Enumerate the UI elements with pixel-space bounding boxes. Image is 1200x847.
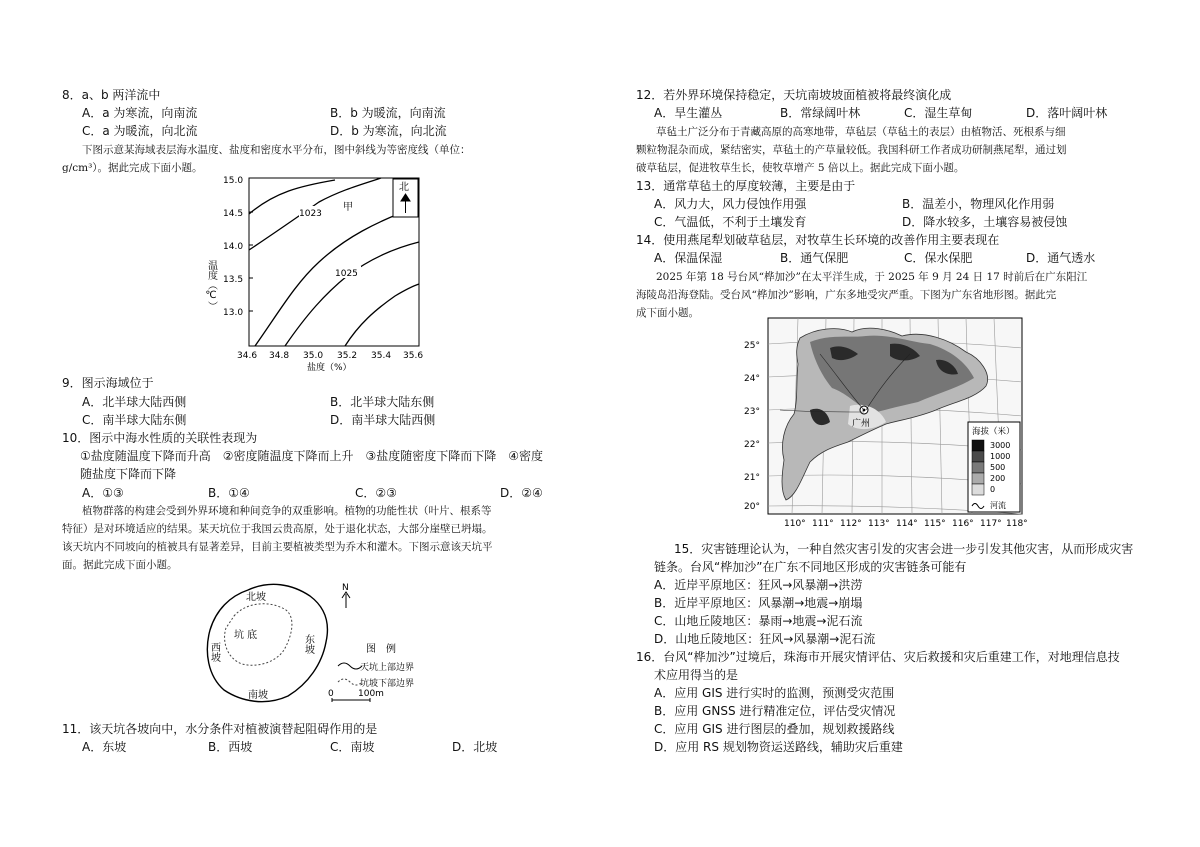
q10-line1: ①盐度随温度下降而升高 ②密度随温度下降而上升 ③盐度随密度下降而下降 ④密度 xyxy=(80,449,544,463)
x-tick: 35.6 xyxy=(403,351,424,361)
q16-line2: 术应用得当的是 xyxy=(654,668,739,682)
lat-label: 22° xyxy=(744,440,760,450)
x-tick: 35.2 xyxy=(337,351,358,361)
lon-label: 118° xyxy=(1006,519,1028,529)
q13-option-a: A．风力大，风力侵蚀作用强 xyxy=(654,197,807,211)
intro-q15-line2: 海陵岛沿海登陆。受台风“桦加沙”影响，广东多地受灾严重。下图为广东省地形图。据此完 xyxy=(636,289,1057,301)
q12-option-a: A．旱生灌丛 xyxy=(654,106,723,120)
label-1025: 1025 xyxy=(335,269,358,279)
legend-bottom: 坑坡下部边界 xyxy=(360,679,415,689)
chart-xlabel: 盐度（%） xyxy=(307,363,352,372)
legend-upper: 天坑上部边界 xyxy=(360,663,415,673)
intro-q13-line1: 草毡土广泛分布于青藏高原的高寒地带，草毡层（草毡土的表层）由植物活、死根系与细 xyxy=(656,126,1066,138)
scale-100: 100m xyxy=(358,689,384,699)
q8-option-b: B．b 为暖流，向南流 xyxy=(330,106,446,120)
q8-option-a: A．a 为寒流，向南流 xyxy=(82,106,198,120)
y-tick: 14.0 xyxy=(223,242,244,252)
north-arrow-icon xyxy=(342,592,350,608)
guangdong-map xyxy=(740,314,1036,532)
lon-label: 116° xyxy=(952,519,974,529)
intro-q11-line4: 面。据此完成下面小题。 xyxy=(62,559,178,571)
legend-swatch xyxy=(972,462,984,473)
intro-q15-line1: 2025 年第 18 号台风“桦加沙”在太平洋生成，于 2025 年 9 月 24 日 17 时前后在广东阳江 xyxy=(656,271,1088,283)
q14-option-a: A．保温保湿 xyxy=(654,251,723,265)
q8-option-d: D．b 为寒流，向北流 xyxy=(330,124,447,138)
lon-label: 110° xyxy=(784,519,806,529)
q16-line1: 16．台风“桦加沙”过境后，珠海市开展灾情评估、灾后救援和灾后重建工作，对地理信息技 xyxy=(636,650,1120,664)
q10-line2: 随盐度下降而下降 xyxy=(80,467,177,481)
q10-option-d: D．②④ xyxy=(500,486,543,500)
q14-option-c: C．保水保肥 xyxy=(904,251,973,265)
lon-label: 115° xyxy=(924,519,946,529)
legend-level: 3000 xyxy=(990,441,1011,450)
q13-option-d: D．降水较多，土壤容易被侵蚀 xyxy=(902,215,1068,229)
lon-label: 117° xyxy=(980,519,1002,529)
q16-option-b: B．应用 GNSS 进行精准定位，评估受灾情况 xyxy=(654,704,896,718)
x-tick: 34.6 xyxy=(237,351,258,361)
q16-option-d: D．应用 RS 规划物资运送路线，辅助灾后重建 xyxy=(654,740,903,754)
q11-option-d: D．北坡 xyxy=(452,740,498,754)
legend-title: 海拔（米） xyxy=(972,427,1015,437)
intro-q11-line2: 特征）是对环境适应的结果。某天坑位于我国云贵高原，处于退化状态，大部分崖壁已坍塌。 xyxy=(62,523,493,535)
q13-option-c: C．气温低，不利于土壤发育 xyxy=(654,215,807,229)
y-tick: 13.5 xyxy=(223,275,244,285)
lon-label: 112° xyxy=(840,519,862,529)
density-chart xyxy=(195,172,435,372)
legend-swatch xyxy=(972,440,984,451)
x-tick: 35.4 xyxy=(371,351,392,361)
legend-title: 图 例 xyxy=(366,644,396,655)
lat-label: 24° xyxy=(744,374,760,384)
q9-option-b: B．北半球大陆东侧 xyxy=(330,395,435,409)
legend-swatch xyxy=(972,473,984,484)
north-letter: N xyxy=(342,583,349,593)
lon-label: 114° xyxy=(896,519,918,529)
q8-option-c: C．a 为暖流，向北流 xyxy=(82,124,198,138)
intro-q11-line3: 该天坑内不同坡向的植被具有显著差异，目前主要植被类型为乔木和灌木。下图示意该天坑平 xyxy=(62,541,493,553)
q12-option-d: D．落叶阔叶林 xyxy=(1026,106,1108,120)
legend-level: 1000 xyxy=(990,452,1011,461)
map-legend xyxy=(968,422,1020,512)
lon-label: 111° xyxy=(812,519,834,529)
x-tick: 35.0 xyxy=(303,351,324,361)
isopycnal-line xyxy=(345,284,419,346)
legend-swatch xyxy=(972,484,984,495)
chart-ylabel: 温度（℃） xyxy=(205,260,217,311)
x-ticks xyxy=(237,351,423,361)
q9-stem: 9．图示海域位于 xyxy=(62,376,154,390)
q11-stem: 11．该天坑各坡向中，水分条件对植被演替起阻碍作用的是 xyxy=(62,722,378,736)
q15-line1: 15．灾害链理论认为，一种自然灾害引发的灾害会进一步引发其他灾害，从而形成灾害 xyxy=(674,542,1134,556)
y-tick: 13.0 xyxy=(223,308,244,318)
q10-option-b: B．①④ xyxy=(208,486,250,500)
intro-q13-line3: 破草毡层，促进牧草生长，使牧草增产 5 倍以上。据此完成下面小题。 xyxy=(636,162,965,174)
intro-q8-line1: 下图示意某海域表层海水温度、盐度和密度水平分布，图中斜线为等密度线（单位： xyxy=(82,144,471,156)
city-label: 广州 xyxy=(852,419,871,429)
south-slope-label: 南坡 xyxy=(248,690,268,701)
lat-label: 25° xyxy=(744,341,760,351)
q14-stem: 14．使用燕尾犁划破草毡层，对牧草生长环境的改善作用主要表现在 xyxy=(636,233,1000,247)
q15-option-b: B．近岸平原地区：风暴潮→地震→崩塌 xyxy=(654,596,863,610)
legend-level: 0 xyxy=(990,485,996,494)
q9-option-a: A．北半球大陆西侧 xyxy=(82,395,187,409)
q15-option-a: A．近岸平原地区：狂风→风暴潮→洪涝 xyxy=(654,578,863,592)
q16-option-a: A．应用 GIS 进行实时的监测，预测受灾范围 xyxy=(654,686,895,700)
east-slope-label: 东坡 xyxy=(302,634,314,654)
q10-option-a: A．①③ xyxy=(82,486,124,500)
q13-stem: 13．通常草毡土的厚度较薄，主要是由于 xyxy=(636,179,856,193)
legend-swatch xyxy=(972,451,984,462)
west-slope-label: 西坡 xyxy=(208,642,220,662)
pit-bottom-label: 坑 底 xyxy=(234,630,258,641)
q12-stem: 12．若外界环境保持稳定，天坑南坡坡面植被将最终演化成 xyxy=(636,88,952,102)
q9-option-c: C．南半球大陆东侧 xyxy=(82,413,187,427)
legend-level: 500 xyxy=(990,463,1006,472)
q10-stem: 10．图示中海水性质的关联性表现为 xyxy=(62,431,258,445)
q11-option-a: A．东坡 xyxy=(82,740,127,754)
intro-q13-line2: 颗粒物混杂而成，紧结密实，草毡土的产草量较低。我国科研工作者成功研制燕尾犁，通过划 xyxy=(636,144,1067,156)
q12-option-c: C．湿生草甸 xyxy=(904,106,973,120)
legend-level: 200 xyxy=(990,474,1006,483)
q11-option-b: B．西坡 xyxy=(208,740,253,754)
sinkhole-diagram xyxy=(200,580,440,712)
lon-label: 113° xyxy=(868,519,890,529)
scale-0: 0 xyxy=(328,689,334,699)
q14-option-b: B．通气保肥 xyxy=(780,251,849,265)
x-tick: 34.8 xyxy=(269,351,290,361)
intro-q15-line3: 成下面小题。 xyxy=(636,307,699,319)
q11-option-c: C．南坡 xyxy=(330,740,375,754)
q14-option-d: D．通气透水 xyxy=(1026,251,1096,265)
lat-label: 20° xyxy=(744,502,760,512)
y-tick: 14.5 xyxy=(223,209,244,219)
q15-option-d: D．山地丘陵地区：狂风→风暴潮→泥石流 xyxy=(654,632,876,646)
lat-label: 23° xyxy=(744,407,760,417)
longitude-labels xyxy=(784,519,1028,529)
y-tick: 15.0 xyxy=(223,176,244,186)
q15-option-c: C．山地丘陵地区：暴雨→地震→泥石流 xyxy=(654,614,863,628)
intro-q8-line2: g/cm³）。据此完成下面小题。 xyxy=(62,162,203,174)
label-jia: 甲 xyxy=(343,202,353,213)
north-slope-label: 北坡 xyxy=(246,592,266,603)
q9-option-d: D．南半球大陆西侧 xyxy=(330,413,436,427)
q13-option-b: B．温差小，物理风化作用弱 xyxy=(902,197,1055,211)
q10-option-c: C．②③ xyxy=(355,486,397,500)
latitude-labels xyxy=(744,341,760,512)
legend-river: 河流 xyxy=(990,501,1006,510)
q16-option-c: C．应用 GIS 进行图层的叠加，规划救援路线 xyxy=(654,722,895,736)
label-1023: 1023 xyxy=(299,209,322,219)
north-label: 北 xyxy=(399,182,409,193)
intro-q11-line1: 植物群落的构建会受到外界环境和种间竞争的双重影响。植物的功能性状（叶片、根系等 xyxy=(82,505,492,517)
lat-label: 21° xyxy=(744,473,760,483)
q8-stem: 8．a、b 两洋流中 xyxy=(62,88,161,102)
q15-line2: 链条。台风“桦加沙”在广东不同地区形成的灾害链条可能有 xyxy=(654,560,967,574)
q12-option-b: B．常绿阔叶林 xyxy=(780,106,861,120)
